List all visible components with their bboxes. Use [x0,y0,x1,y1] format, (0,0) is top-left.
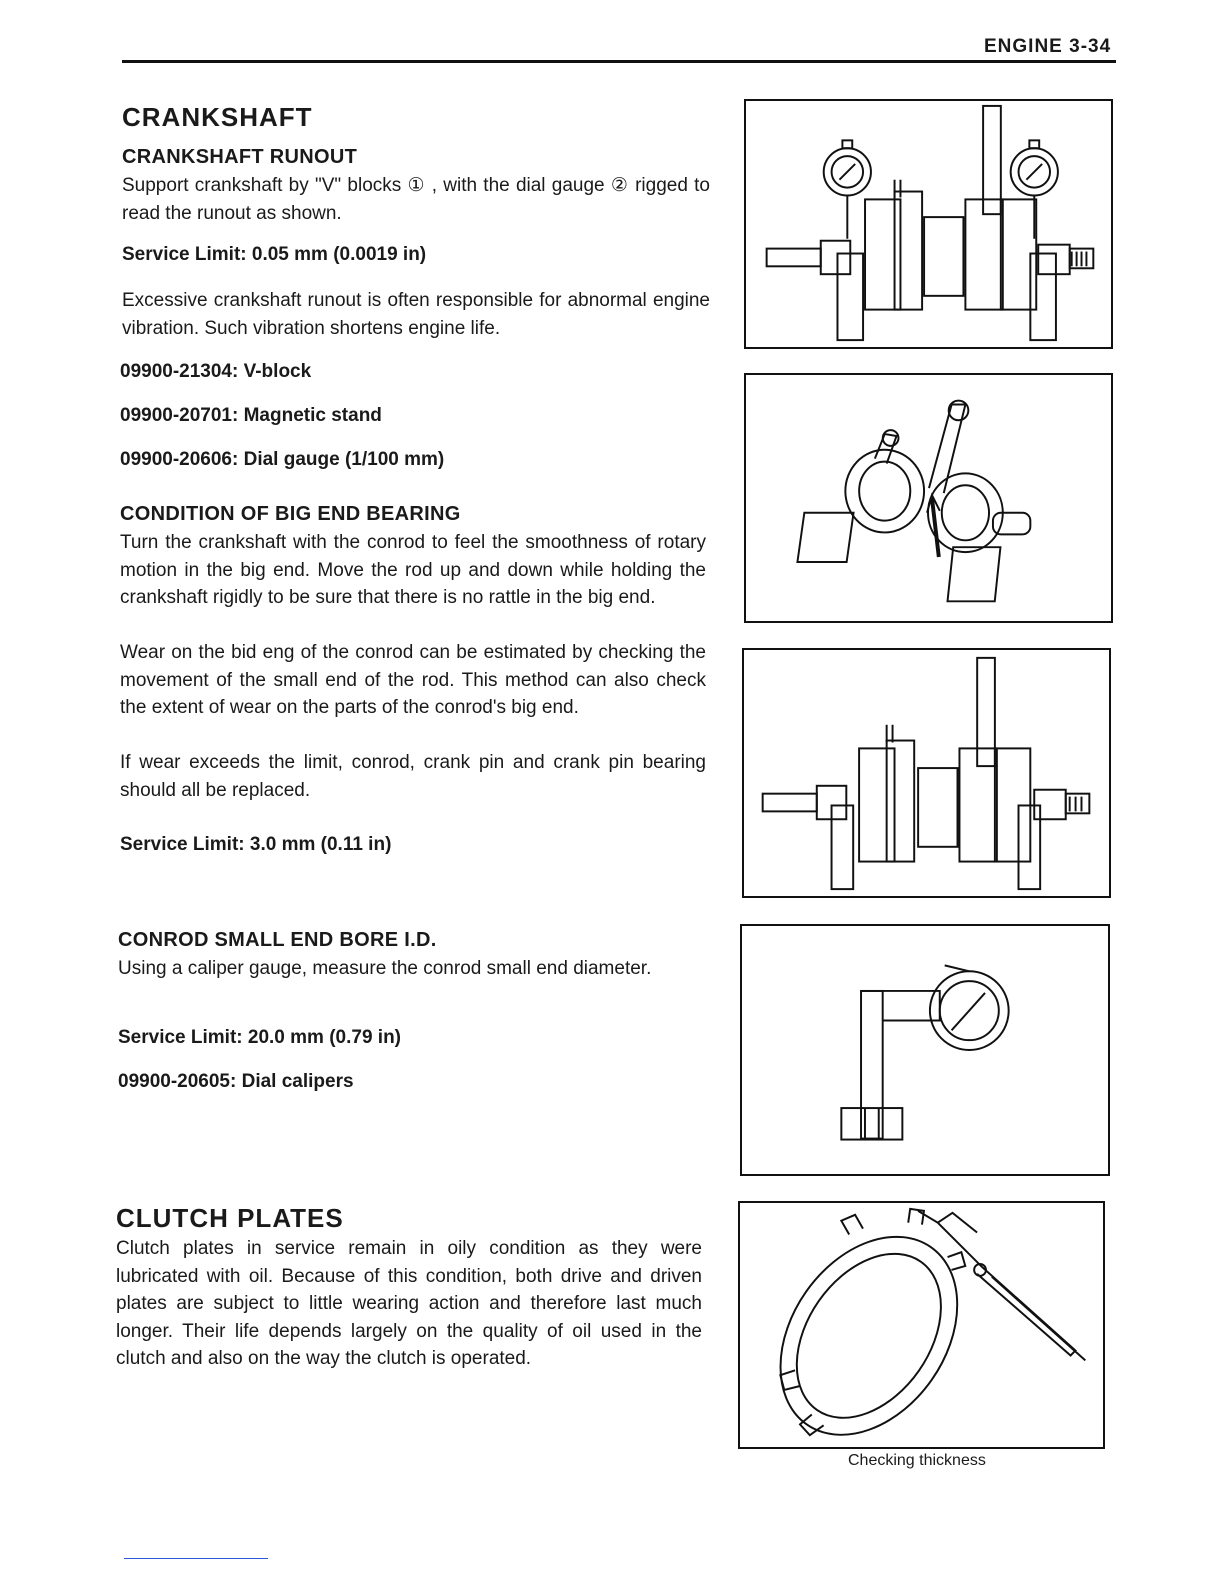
runout-limit: Service Limit: 0.05 mm (0.0019 in) [122,244,427,265]
runout-note: Excessive crankshaft runout is often responsible for abnormal engine vibration. Such vibration shortens engine life. [122,290,710,339]
big-end-para3: If wear exceeds the limit, conrod, crank pin and crank pin bearing should all be replaced. [120,752,706,801]
small-end-text: Using a caliper gauge, measure the conrod small end diameter. [118,958,652,979]
figure-crankshaft-v-blocks [742,648,1111,898]
big-end-limit: Service Limit: 3.0 mm (0.11 in) [120,834,392,855]
tool-dial-calipers: 09900-20605: Dial calipers [118,1071,354,1092]
tool-dial-gauge: 09900-20606: Dial gauge (1/100 mm) [120,449,445,470]
clutch-title: CLUTCH PLATES [116,1203,344,1233]
big-end-para2: Wear on the bid eng of the conrod can be estimated by checking the movement of the small end of the rod. This method can also check the extent of wear on the parts of the conrod's big end. [120,642,706,718]
big-end-para1: Turn the crankshaft with the conrod to feel the smoothness of rotary motion in the big end. Move the rod up and down while holding the crankshaft rigidly to be sure that there is no rattle in the big end. [120,532,706,608]
crankshaft-runout-dial-gauges-icon [746,101,1111,347]
header-rule [122,60,1116,63]
tool-magnetic-stand: 09900-20701: Magnetic stand [120,405,382,426]
runout-heading: CRANKSHAFT RUNOUT [122,146,358,168]
small-end-heading: CONROD SMALL END BORE I.D. [118,929,437,951]
clutch-plate-caliper-icon [740,1203,1103,1447]
runout-text: Support crankshaft by "V" blocks ① , with the dial gauge ② rigged to read the runout as shown. [122,175,710,224]
footer-line [124,1558,268,1559]
page-header: ENGINE 3-34 [984,36,1112,57]
clutch-text: Clutch plates in service remain in oily condition as they were lubricated with oil. Because of this condition, both drive and driven plates are subject to little wearing action and therefore last much longer. Their life depends largely on the quality of oil used in the clutch and also on the way the clutch is operated. [116,1238,702,1369]
figure-small-end-caliper [740,924,1110,1176]
conrod-rotation-check-icon [746,375,1111,621]
figure-big-end-check [744,373,1113,623]
small-end-limit: Service Limit: 20.0 mm (0.79 in) [118,1027,402,1048]
clutch-figure-caption: Checking thickness [848,1452,986,1469]
figure-crankshaft-runout [744,99,1113,349]
crankshaft-on-v-blocks-icon [744,650,1109,896]
big-end-heading: CONDITION OF BIG END BEARING [120,503,461,525]
crankshaft-title: CRANKSHAFT [122,102,313,132]
tool-v-block: 09900-21304: V-block [120,361,312,382]
figure-clutch-plate [738,1201,1105,1449]
small-end-dial-caliper-icon [742,926,1108,1174]
